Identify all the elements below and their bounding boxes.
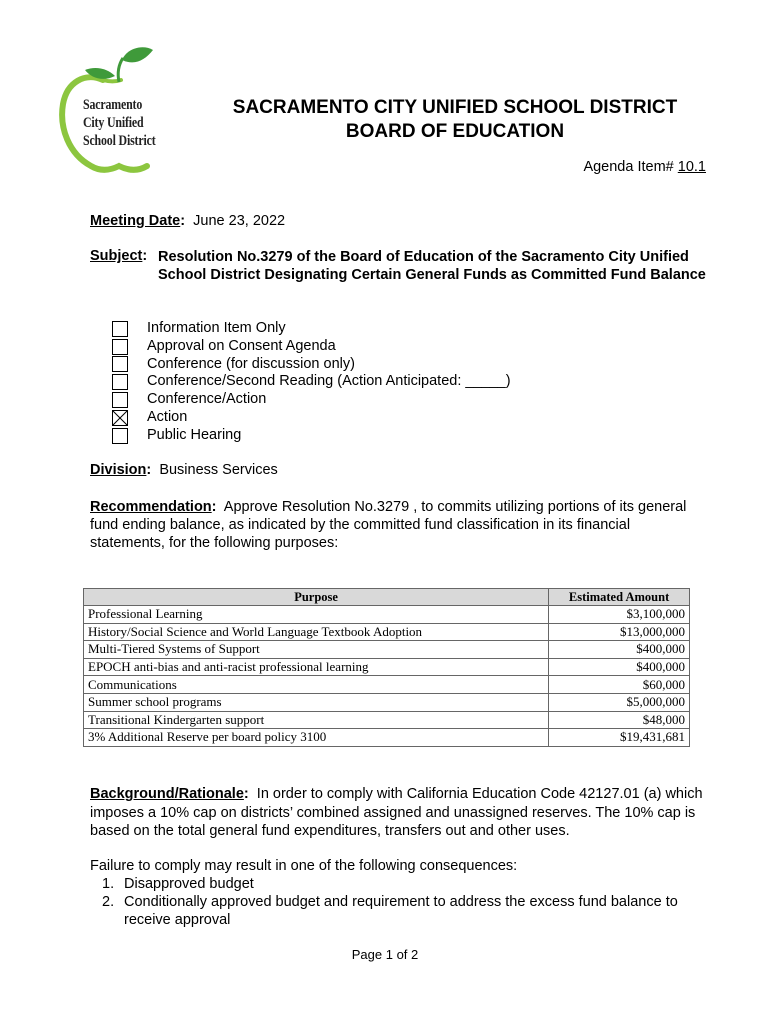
list-number: 2. (102, 894, 115, 910)
logo-line: City Unified (83, 115, 144, 131)
purpose-cell: EPOCH anti-bias and anti-racist professional learning (84, 658, 549, 676)
amount-cell: $400,000 (549, 641, 690, 659)
checklist-row (112, 373, 511, 391)
document-title (190, 96, 720, 144)
list-text: Conditionally approved budget and requirement to address the excess fund balance to receive approval (124, 894, 678, 928)
consequences (90, 857, 710, 929)
column-header-amount: Estimated Amount (549, 589, 690, 606)
purpose-cell: History/Social Science and World Language Textbook Adoption (84, 623, 549, 641)
subject-label: Subject (90, 248, 143, 264)
checklist-row (112, 355, 355, 374)
committed-funds-table (83, 588, 690, 747)
subject: Subject: Resolution No.3279 of the Board of Education of the Sacramento City Unified School District Designating Certain General Funds as Committed Fund Balance (90, 248, 710, 264)
table-row (84, 729, 690, 747)
purpose-cell: 3% Additional Reserve per board policy 3100 (84, 729, 549, 747)
checkbox[interactable] (112, 321, 128, 337)
logo-line: School District (83, 133, 156, 149)
district-logo (55, 46, 190, 176)
checkbox-label: Conference (for discussion only) (147, 355, 355, 372)
meeting-date: Meeting Date: June 23, 2022 (90, 213, 286, 229)
table-row (84, 623, 690, 641)
background-rationale: Background/Rationale: In order to comply with California Education Code 42127.01 (a) which imposes a 10% cap on districts’ combined assigned and unassigned reserves. The 10% cap is based on the total general fund expenditures, transfers out and other uses. (90, 786, 703, 839)
amount-cell: $400,000 (549, 658, 690, 676)
logo-text (83, 96, 156, 150)
checkbox-label: Action (147, 408, 188, 425)
division-value: Business Services (159, 462, 278, 478)
checkbox[interactable] (112, 392, 128, 408)
table-row (84, 658, 690, 676)
list-item (102, 875, 710, 893)
logo-line: Sacramento (83, 97, 143, 113)
checklist-row (112, 426, 242, 445)
amount-cell: $13,000,000 (549, 623, 690, 641)
title-line-1: SACRAMENTO CITY UNIFIED SCHOOL DISTRICT (232, 97, 678, 118)
background-value: In order to comply with California Education Code 42127.01 (a) which imposes a 10% cap on districts’ combined assigned and unassigned reserves. The 10% cap is based on the total general fund expenditures, transfers out and other uses. (90, 786, 703, 839)
page-number: Page 1 of 2 (351, 947, 419, 962)
checklist-row (112, 391, 267, 409)
column-header-purpose: Purpose (84, 589, 549, 606)
checklist-row (112, 320, 286, 338)
table-row (84, 693, 690, 711)
title-line-2: BOARD OF EDUCATION (345, 121, 565, 142)
division-label: Division (90, 462, 147, 478)
purpose-cell: Summer school programs (84, 693, 549, 711)
recommendation-value: Approve Resolution No.3279 , to commits utilizing portions of its general fund ending balance, as indicated by the committed fund classification in its financial statements, for the following purposes: (90, 499, 687, 551)
purpose-cell: Professional Learning (84, 606, 549, 624)
amount-cell: $60,000 (549, 676, 690, 694)
meeting-date-label: Meeting Date (90, 213, 181, 229)
agenda-label: Agenda Item# (583, 159, 674, 175)
meeting-date-value: June 23, 2022 (193, 213, 286, 229)
checklist-row (112, 337, 336, 356)
purpose-cell: Communications (84, 676, 549, 694)
checkbox-label: Public Hearing (147, 426, 242, 443)
amount-cell: $3,100,000 (549, 606, 690, 624)
amount-cell: $19,431,681 (549, 729, 690, 747)
list-item (102, 893, 710, 929)
table-row (84, 641, 690, 659)
recommendation: Recommendation: Approve Resolution No.3279 , to commits utilizing portions of its general fund ending balance, as indicated by the committed fund classification in its financial statements, for the following purposes: (90, 499, 687, 551)
amount-cell: $48,000 (549, 711, 690, 729)
checklist-row (112, 408, 188, 427)
division: Division: Business Services (90, 462, 278, 478)
x-mark-icon (113, 411, 127, 425)
table-row (84, 606, 690, 624)
table-row (84, 711, 690, 729)
consequences-list (102, 875, 710, 929)
list-number: 1. (102, 876, 115, 892)
table-row (84, 676, 690, 694)
checkbox-label: Conference/Second Reading (Action Anticipated: _____) (147, 373, 511, 390)
amount-cell: $5,000,000 (549, 693, 690, 711)
subject-value: Resolution No.3279 of the Board of Education of the Sacramento City Unified School District Designating Certain General Funds as Committed Fund Balance (158, 249, 706, 283)
checkbox-checked[interactable] (112, 410, 128, 426)
purpose-cell: Transitional Kindergarten support (84, 711, 549, 729)
list-text: Disapproved budget (124, 876, 254, 892)
table-header-row (84, 589, 690, 606)
checkbox[interactable] (112, 428, 128, 444)
checkbox-label: Information Item Only (147, 320, 286, 336)
agenda-number: 10.1 (677, 159, 706, 175)
checkbox-label: Approval on Consent Agenda (147, 337, 336, 354)
checkbox[interactable] (112, 374, 128, 390)
recommendation-label: Recommendation (90, 499, 212, 515)
background-label: Background/Rationale (90, 786, 244, 802)
agenda-item (583, 159, 706, 175)
checkbox[interactable] (112, 339, 128, 355)
purpose-cell: Multi-Tiered Systems of Support (84, 641, 549, 659)
item-type-checklist (112, 320, 511, 445)
checkbox-label: Conference/Action (147, 391, 267, 408)
consequences-intro: Failure to comply may result in one of the following consequences: (90, 858, 518, 874)
checkbox[interactable] (112, 356, 128, 372)
